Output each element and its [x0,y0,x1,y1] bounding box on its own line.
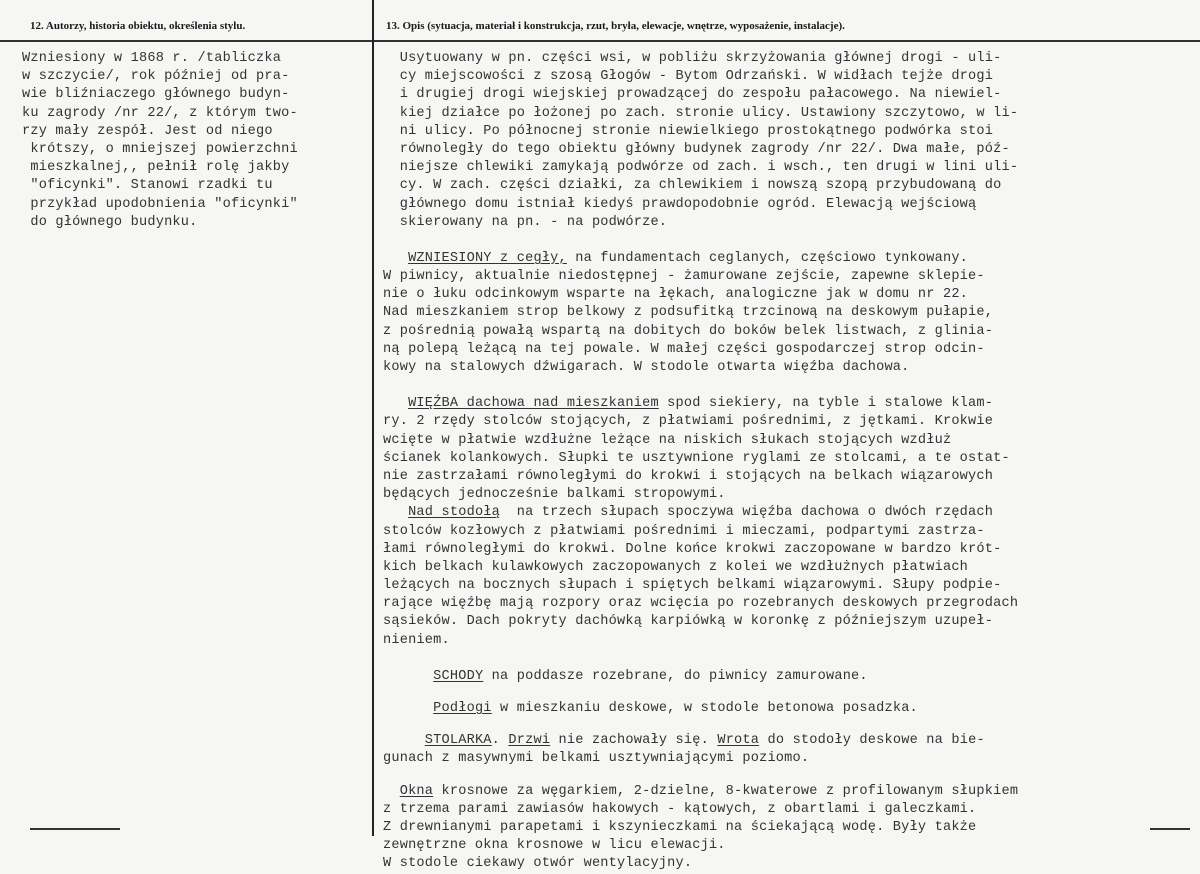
barn-line: nieniem. [383,632,450,648]
floors-heading: Podłogi [433,701,492,716]
material-paragraph [383,250,1188,377]
gates-heading: Wrota [717,733,760,749]
situation-line: głównego domu istniał kiedyś prawdopodobnie ogród. Elewacją wejściową [383,196,977,212]
barn-line: sąsieków. Dach pokryty dachówką karpiówką w koronkę z późniejszym uzupeł- [383,614,994,630]
material-line: Nad mieszkaniem strop belkowy z podsufitką trzcinową na deskowym pułapie, [383,305,994,321]
barn-line: rające więźbę mają rozpory oraz wcięcia po rozebranych deskowych przegrodach [383,596,1019,612]
situation-line: kiej działce po łożonej po zach. stronie ulicy. Ustawiony szczytowo, w li- [383,105,1019,121]
situation-line: równoległy do tego obiektu główny budynek zagrody /nr 22/. Dwa małe, póź- [383,141,1010,157]
history-line: ku zagrody /nr 22/, z którym two- [22,105,298,121]
joinery-heading: STOLARKA [424,733,492,749]
roof-line: będących jednocześnie balkami stropowymi. [383,487,726,503]
material-line: W piwnicy, aktualnie niedostępnej - żamurowane zejście, zapewne sklepie- [383,269,985,285]
situation-paragraph [383,50,1188,232]
situation-line: niejsze chlewiki zamykają podwórze od zach. i wsch., ten drugi w lini uli- [383,160,1019,176]
material-line: nie o łuku odcinkowym wsparte na łękach, analogiczne jak w domu nr 22. [383,287,969,303]
material-line: kowy na stalowych dźwigarach. W stodole otwarta więźba dachowa. [383,360,910,375]
section-13-heading: 13. Opis (sytuacja, materiał i konstrukcja, rzut, bryła, elewacje, wnętrze, wyposażenie, instalacje). [386,20,845,32]
barn-line: stolców kozłowych z płatwiami pośrednimi i mieczami, podpartymi zastrza- [383,523,985,539]
history-line: w szczycie/, rok później od pra- [22,69,290,85]
situation-line: i drugiej drogi wiejskiej prowadzącej do zespołu pałacowego. Na niewiel- [383,87,1002,103]
windows-line: W stodole ciekawy otwór wentylacyjny. [383,856,693,872]
roof-line: ścianek kolankowych. Słupki te usztywnione ryglami ze stolcami, a te ostat- [383,450,1010,466]
situation-line: Usytuowany w pn. części wsi, w pobliżu skrzyżowania głównej drogi - uli- [383,51,1002,66]
history-line: przykład upodobnienia "oficynki" [22,196,298,212]
material-line: ną polepą leżącą na tej powale. W małej części gospodarczej strop odcin- [383,341,985,357]
floors-line: Podłogi w mieszkaniu deskowe, w stodole betonowa posadzka. [433,701,918,716]
joinery-paragraph [383,732,1188,768]
history-line: "oficynki". Stanowi rzadki tu [22,178,273,194]
history-line: rzy mały zespół. Jest od niego [22,123,273,139]
barn-paragraph [383,504,1188,650]
material-line: z pośrednią powałą wspartą na dobitych do boków belek listwach, z glinia- [383,323,994,339]
roof-paragraph [383,395,1188,504]
roof-line: nie zastrzałami równoległymi do krokwi i stojących na belkach wiązarowych [383,468,994,484]
joinery-line: gunach z masywnymi belkami usztywniającymi poziomo. [383,751,810,767]
situation-line: cy. W zach. części działki, za chlewikiem i nowszą szopą przybudowaną do [383,178,1002,194]
history-line: krótszy, o mniejszej powierzchni [22,141,298,157]
stairs-line: SCHODY na poddasze rozebrane, do piwnicy zamurowane. [433,668,868,684]
situation-line: cy miejscowości z szosą Głogów - Bytom Odrzański. W widłach tejże drogi [383,69,994,85]
windows-heading: Okna [399,783,434,799]
windows-line: zewnętrzne okna krosnowe w licu elewacji. [383,838,726,854]
windows-paragraph [383,783,1188,874]
history-line: mieszkalnej,, pełnił rolę jakby [22,160,290,176]
column-divider [372,0,374,836]
roof-heading: WIĘŹBA dachowa nad mieszkaniem [408,396,659,412]
doors-heading: Drzwi [508,733,551,749]
joinery-line: STOLARKA. Drzwi nie zachowały się. Wrota do stodoły deskowe na bie- [424,733,985,749]
windows-line: z trzema parami zawiasów hakowych - kątowych, z obartlami i galeczkami. [383,801,977,817]
material-heading: WZNIESIONY z cegły, [408,250,567,266]
barn-line: leżących na bocznych słupach i spiętych belkami wiązarowymi. Słupy podpie- [383,578,1002,594]
roof-line: WIĘŹBA dachowa nad mieszkaniem spod siekiery, na tyble i stalowe klam- [408,396,994,412]
roof-line: wcięte w płatwie wzdłużne leżące na niskich słukach stojących wzdłuż [383,432,952,448]
history-line: wie bliźniaczego głównego budyn- [22,87,290,103]
history-line: Wzniesiony w 1868 r. /tabliczka [22,51,282,66]
header-rule [0,40,1200,42]
barn-line: łami równoległymi do krokwi. Dolne końce krokwi zaczopowane w bardzo krót- [383,541,1002,557]
history-line: do głównego budynku. [22,214,198,230]
barn-heading: Nad stodołą [408,505,501,521]
roof-line: ry. 2 rzędy stolców stojących, z płatwiami pośrednimi, z jętkami. Krokwie [383,414,994,430]
footer-rule-left [30,828,120,830]
description-column [383,50,1188,874]
stairs-heading: SCHODY [433,668,484,684]
windows-line: Okna krosnowe za węgarkiem, 2-dzielne, 8-kwaterowe z profilowanym słupkiem [399,783,1019,799]
barn-line: kich belkach kulawkowych zaczopowanych z kolei we wzdłużnych płatwiach [383,559,969,575]
situation-line: skierowany na pn. - na podwórze. [383,214,668,230]
situation-line: ni ulicy. Po północnej stronie niewielkiego prostokątnego podwórka stoi [383,123,994,139]
section-12-heading: 12. Autorzy, historia obiektu, określenia stylu. [30,20,246,32]
history-column [22,50,367,232]
barn-line: Nad stodołą na trzech słupach spoczywa więźba dachowa o dwóch rzędach [408,505,994,521]
material-line: WZNIESIONY z cegły, na fundamentach ceglanych, częściowo tynkowany. [408,250,969,266]
windows-line: Z drewnianymi parapetami i kszynieczkami na ściekającą wodę. Były także [383,819,977,835]
